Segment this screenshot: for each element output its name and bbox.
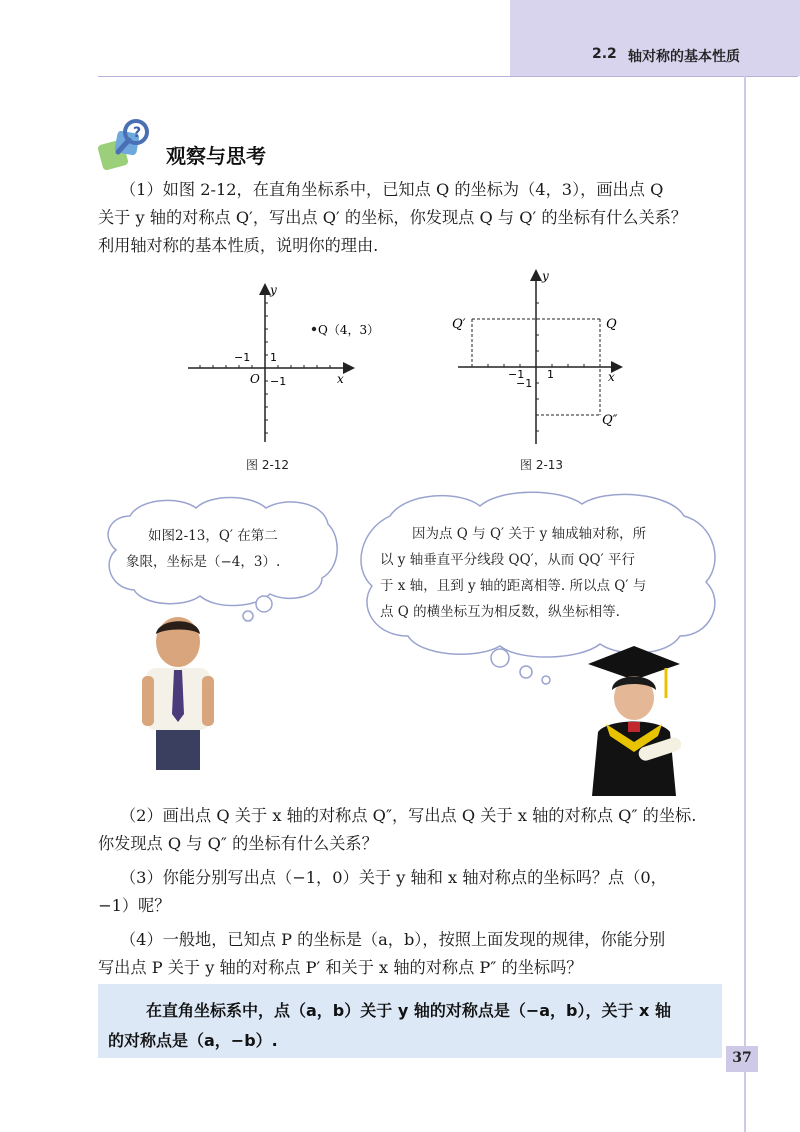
para1-line1: （1）如图 2-12，在直角坐标系中，已知点 Q 的坐标为（4，3），画出点 Q xyxy=(120,180,664,199)
point-q xyxy=(312,327,316,331)
point-q-label: Q（4，3） xyxy=(318,323,380,337)
para3-line1: （3）你能分别写出点（−1，0）关于 y 轴和 x 轴对称点的坐标吗？点（0， xyxy=(120,868,667,887)
svg-text:?: ? xyxy=(133,125,142,141)
page-number: 37 xyxy=(732,1050,752,1066)
point-q-label: Q xyxy=(606,317,617,332)
para4-line1: （4）一般地，已知点 P 的坐标是（a，b），按照上面发现的规律，你能分别 xyxy=(120,930,666,949)
tick-label-neg1-y: −1 xyxy=(270,375,287,388)
girl-graduate-illustration xyxy=(578,646,688,796)
tick-label-neg1-x: −1 xyxy=(508,368,525,381)
origin-label: O xyxy=(250,372,260,386)
tick-label-neg1-x: −1 xyxy=(234,351,251,364)
page-margin-rule xyxy=(744,76,746,1132)
bubble-boy-line2: 象限，坐标是（−4，3）. xyxy=(126,554,281,570)
bubble-girl-line3: 于 x 轴，且到 y 轴的距离相等. 所以点 Q′ 与 xyxy=(380,578,647,594)
tick-label-1-x: 1 xyxy=(547,368,554,381)
figure-2-13 xyxy=(450,266,630,450)
section-title: 轴对称的基本性质 xyxy=(628,49,740,65)
x-axis-label: x xyxy=(337,372,344,386)
figure-2-12-caption: 图 2-12 xyxy=(246,458,290,472)
para3-line2: −1）呢？ xyxy=(98,896,171,915)
para4-line2: 写出点 P 关于 y 轴的对称点 P′ 和关于 x 轴的对称点 P″ 的坐标吗？ xyxy=(98,958,583,977)
tick-label-neg1-y: −1 xyxy=(516,377,533,390)
section-number: 2.2 xyxy=(592,46,617,62)
tick-label-1-y: 1 xyxy=(270,351,277,364)
point-qprime-label: Q′ xyxy=(452,317,466,332)
y-axis-label: y xyxy=(270,283,277,297)
summary-line2: 的对称点是（a，−b）. xyxy=(108,1031,278,1050)
summary-line1: 在直角坐标系中，点（a，b）关于 y 轴的对称点是（−a，b），关于 x 轴 xyxy=(146,1001,671,1020)
para1-line3: 利用轴对称的基本性质，说明你的理由. xyxy=(98,236,379,255)
para1-line2: 关于 y 轴的对称点 Q′，写出点 Q′ 的坐标，你发现点 Q 与 Q′ 的坐标有什么关系？ xyxy=(98,208,687,227)
figure-2-13-caption: 图 2-13 xyxy=(520,458,564,472)
para2-line2: 你发现点 Q 与 Q″ 的坐标有什么关系？ xyxy=(98,834,378,853)
x-axis-label: x xyxy=(608,370,615,384)
bubble-boy-line1: 如图2-13，Q′ 在第二 xyxy=(148,528,278,544)
figure-2-12 xyxy=(180,280,380,450)
magnifier-puzzle-icon xyxy=(96,112,160,176)
bubble-girl-line1: 因为点 Q 与 Q′ 关于 y 轴成轴对称，所 xyxy=(412,526,647,542)
boy-student-illustration xyxy=(132,614,222,774)
bubble-girl-line2: 以 y 轴垂直平分线段 QQ′，从而 QQ′ 平行 xyxy=(380,552,635,568)
header-divider xyxy=(98,76,798,77)
bubble-girl-line4: 点 Q 的横坐标互为相反数，纵坐标相等. xyxy=(380,604,620,620)
para2-line1: （2）画出点 Q 关于 x 轴的对称点 Q″，写出点 Q 关于 x 轴的对称点 Q″ 的坐标. xyxy=(120,806,697,825)
section-heading: 观察与思考 xyxy=(166,144,266,168)
point-qdouble-label: Q″ xyxy=(602,413,618,428)
y-axis-label: y xyxy=(542,269,549,283)
